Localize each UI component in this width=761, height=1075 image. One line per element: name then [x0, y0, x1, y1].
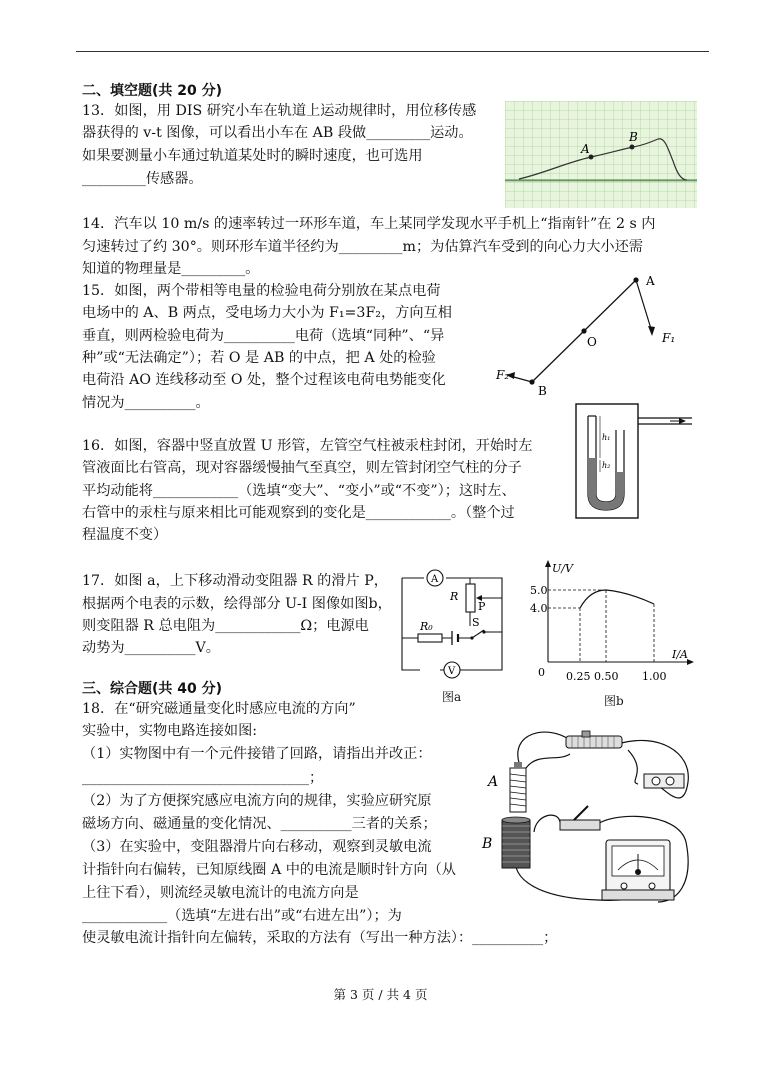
label-f1: F₁: [662, 331, 676, 345]
q16-line: 16．如图，容器中竖直放置 U 形管，左管空气柱被汞柱封闭，开始时左: [82, 438, 533, 454]
q14-line: 14．汽车以 10 m/s 的速率转过一环形车道，车上某同学发现水平手机上“指南针”在 2 s 内: [82, 216, 656, 232]
q13-line: _________传感器。: [82, 171, 203, 187]
label-h2: h₂: [602, 461, 611, 470]
q17-line: 则变阻器 R 总电阻为____________Ω；电源电: [82, 618, 369, 634]
q16-u-tube-diagram: [574, 402, 698, 520]
y-axis-label: U/V: [552, 562, 573, 575]
switch-label: S: [472, 616, 480, 629]
q15-line: 电荷沿 AO 连线移动至 O 处，整个过程该电荷电势能变化: [82, 372, 446, 388]
label-a: A: [646, 274, 655, 288]
q13-line: 13．如图，用 DIS 研究小车在轨道上运动规律时，用位移传感: [82, 103, 477, 119]
q15-line: 情况为__________。: [82, 395, 210, 411]
q18-line: 使灵敏电流计指针向左偏转，采取的方法有（写出一种方法）：__________；: [82, 930, 558, 946]
fig-b-caption: 图b: [604, 694, 624, 708]
q18-apparatus-diagram: [478, 722, 700, 922]
resistor-r0-label: R₀: [420, 620, 433, 633]
q18-line: （1）实物图中有一个元件接错了回路，请指出并改正：: [82, 746, 432, 762]
y-tick: 5.0: [530, 584, 548, 597]
fig-a-caption: 图a: [442, 690, 462, 704]
x-axis-label: I/A: [672, 648, 688, 661]
q15-line: 电场中的 A、B 两点，受电场力大小为 F₁=3F₂，方向互相: [82, 305, 452, 321]
graph-label-b: B: [629, 130, 638, 144]
q18-line: （3）在实验中，变阻器滑片向右移动，观察到灵敏电流: [82, 839, 432, 855]
q16-line: 右管中的汞柱与原来相比可能观察到的变化是____________。（整个过: [82, 505, 515, 521]
label-f2: F₂: [496, 368, 510, 382]
q15-field-diagram: [490, 268, 700, 400]
ammeter-label: A: [431, 574, 439, 585]
q18-line: （2）为了方便探究感应电流方向的规律，实验应研究原: [82, 793, 432, 809]
q13-line: 器获得的 v-t 图像，可以看出小车在 AB 段做_________运动。: [82, 125, 473, 141]
q17-ui-graph: [528, 556, 698, 686]
voltmeter-label: V: [448, 666, 456, 677]
q18-line: ____________（选填“左进右出”或“右进左出”）；为: [82, 908, 402, 924]
q18-line: 18．在“研究磁通量变化时感应电流的方向”: [82, 701, 356, 717]
q17-line: 动势为__________V。: [82, 640, 220, 656]
coil-a-label: A: [488, 774, 499, 790]
label-o: O: [587, 335, 597, 349]
q18-line: ________________________________；: [82, 770, 324, 786]
label-b: B: [538, 384, 547, 398]
q18-line: 磁场方向、磁通量的变化情况、__________三者的关系；: [82, 816, 437, 832]
q16-line: 程温度不变）: [82, 527, 168, 543]
x-tick: 0.50: [594, 670, 619, 683]
section-fill-blank-header: 二、填空题(共 20 分): [82, 83, 223, 99]
q15-line: 15．如图，两个带相等电量的检验电荷分别放在某点电荷: [82, 283, 441, 299]
q16-line: 管液面比右管高，现对容器缓慢抽气至真空，则左管封闭空气柱的分子: [82, 460, 522, 476]
page-footer: 第 3 页 / 共 4 页: [333, 987, 428, 1002]
q17-line: 17．如图 a，上下移动滑动变阻器 R 的滑片 P，: [82, 573, 388, 589]
graph-label-a: A: [581, 142, 590, 156]
q14-line: 匀速转过了约 30°。则环形车道半径约为_________m；为估算汽车受到的向心力大小还需: [82, 239, 643, 255]
q13-vt-graph: [505, 101, 697, 208]
coil-b-label: B: [482, 836, 493, 852]
q17-line: 根据两个电表的示数，绘得部分 U-I 图像如图b，: [82, 596, 392, 612]
header-rule: [76, 51, 709, 52]
q18-line: 上往下看），则流经灵敏电流计的电流方向是: [82, 885, 359, 901]
q18-line: 计指针向右偏转，已知原线圈 A 中的电流是顺时针方向（从: [82, 862, 456, 878]
x-tick: 0.25: [566, 670, 591, 683]
x-tick: 1.00: [642, 670, 667, 683]
rheostat-label: R: [450, 590, 459, 603]
origin-label: 0: [538, 666, 545, 679]
q17-circuit-diagram: [398, 568, 510, 680]
slider-label: P: [478, 600, 486, 613]
y-tick: 4.0: [530, 602, 548, 615]
q16-line: 平均动能将____________（选填“变大”、“变小”或“不变”）；这时左、: [82, 483, 516, 499]
label-h1: h₁: [602, 433, 611, 442]
q18-line: 实验中，实物电路连接如图:: [82, 723, 258, 739]
section-comprehensive-header: 三、综合题(共 40 分): [82, 681, 223, 697]
q15-line: 垂直，则两检验电荷为__________电荷（选填“同种”、“异: [82, 328, 445, 344]
q13-line: 如果要测量小车通过轨道某处时的瞬时速度，也可选用: [82, 148, 423, 164]
q15-line: 种”或“无法确定”）；若 O 是 AB 的中点，把 A 处的检验: [82, 350, 436, 366]
q14-line: 知道的物理量是_________。: [82, 261, 260, 277]
